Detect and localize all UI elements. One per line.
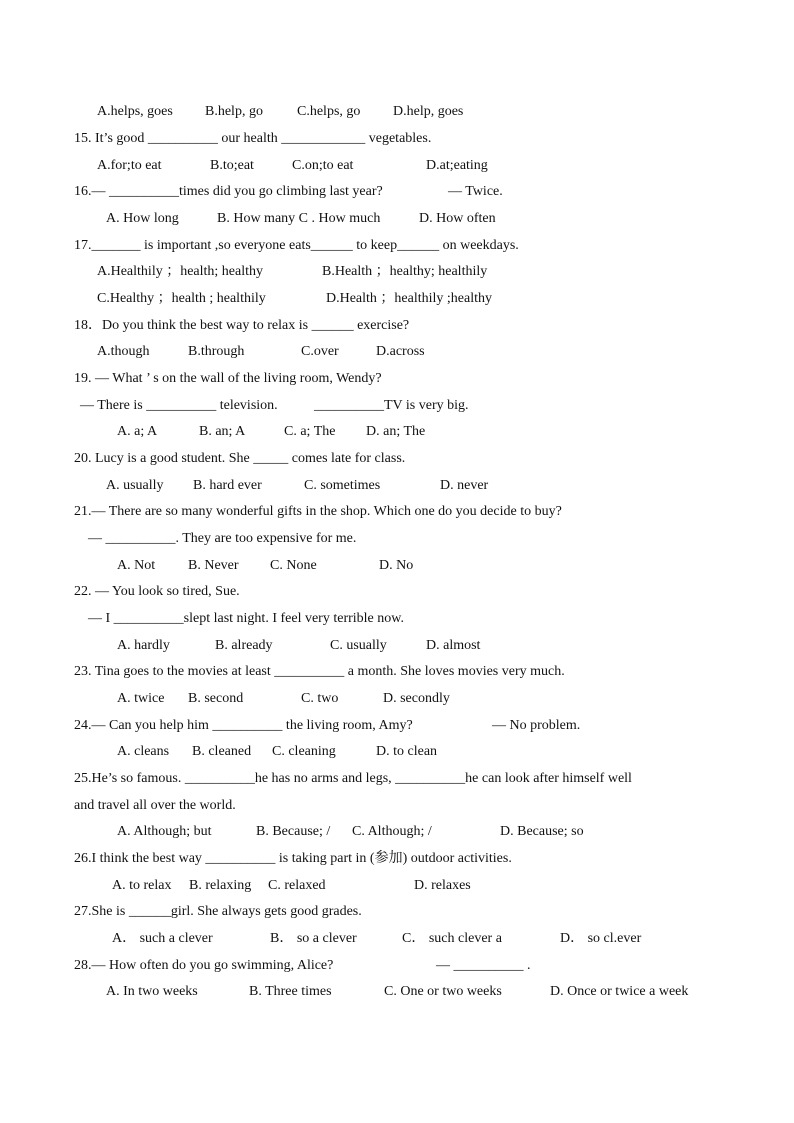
- q17-stem: [0, 236, 794, 256]
- q26-option-b: B. relaxing: [189, 878, 252, 893]
- q22-options: [0, 636, 794, 656]
- q20-option-b: B. hard ever: [193, 478, 262, 493]
- q20-options: [0, 476, 794, 496]
- q25-options: [0, 822, 794, 842]
- q16-options: [0, 209, 794, 229]
- q19-option-a: A. a; A: [117, 424, 158, 439]
- q19-option-c: C. a; The: [284, 424, 336, 439]
- q16-stem-text: 16.— __________times did you go climbing last year?: [74, 184, 383, 199]
- q16-option-b-c: B. How many C . How much: [217, 211, 381, 226]
- q24-stem: [0, 716, 794, 736]
- q24-option-b: B. cleaned: [192, 744, 252, 759]
- q15-option-c: C.on;to eat: [292, 158, 354, 173]
- q19-option-b: B. an; A: [199, 424, 246, 439]
- q20-stem-text: 20. Lucy is a good student. She _____ comes late for class.: [74, 451, 406, 466]
- q23-stem-text: 23. Tina goes to the movies at least __________ a month. She loves movies very much.: [74, 664, 565, 679]
- q21-option-a: A. Not: [117, 558, 156, 573]
- q22-option-a: A. hardly: [117, 638, 170, 653]
- q17-option-d: D.Health ；healthily ;healthy: [326, 291, 493, 306]
- q28-options: [0, 982, 794, 1002]
- q21-answer-text: — __________. They are too expensive for me.: [88, 531, 357, 546]
- q21-stem-text: 21.— There are so many wonderful gifts in the shop. Which one do you decide to buy?: [74, 504, 562, 519]
- q26-stem: [0, 849, 794, 869]
- q15-stem: [0, 129, 794, 149]
- q20-option-a: A. usually: [106, 478, 164, 493]
- q20-option-c: C. sometimes: [304, 478, 381, 493]
- q27-options: [0, 929, 794, 949]
- q26-option-d: D. relaxes: [414, 878, 471, 893]
- q15-option-b: B.to;eat: [210, 158, 254, 173]
- q26-option-c: C. relaxed: [268, 878, 326, 893]
- q14-option-a: A.helps, goes: [97, 104, 173, 119]
- q25-stem-continued: [0, 796, 794, 816]
- q19-answer-a: — There is __________ television.: [80, 398, 278, 413]
- q25-stem: [0, 769, 794, 789]
- q14-options: [0, 102, 794, 122]
- q18-stem: [0, 316, 794, 336]
- q26-options: [0, 876, 794, 896]
- q22-answer-text: — I __________slept last night. I feel very terrible now.: [88, 611, 404, 626]
- q21-option-b: B. Never: [188, 558, 239, 573]
- q21-stem: [0, 502, 794, 522]
- q21-option-d: D. No: [379, 558, 414, 573]
- q14-option-d: D.help, goes: [393, 104, 464, 119]
- q27-option-d: D． so cl.ever: [560, 931, 642, 946]
- q17-option-a: A.Healthily ；health; healthy: [97, 264, 264, 279]
- q17-option-b: B.Health ；healthy; healthily: [322, 264, 488, 279]
- q24-options: [0, 742, 794, 762]
- q19-answer-b: __________TV is very big.: [314, 398, 469, 413]
- q17-option-c: C.Healthy ；health ; healthily: [97, 291, 266, 306]
- q15-stem-text: 15. It’s good __________ our health ____________ vegetables.: [74, 131, 432, 146]
- q21-options: [0, 556, 794, 576]
- q15-option-a: A.for;to eat: [97, 158, 162, 173]
- q28-option-c: C. One or two weeks: [384, 984, 502, 999]
- q19-option-d: D. an; The: [366, 424, 426, 439]
- q27-option-c: C． such clever a: [402, 931, 502, 946]
- q19-stem-text: 19. — What ’ s on the wall of the living room, Wendy?: [74, 371, 382, 386]
- q22-stem: [0, 582, 794, 602]
- q28-option-d: D. Once or twice a week: [550, 984, 689, 999]
- q19-stem: [0, 369, 794, 389]
- q27-stem-text: 27.She is ______girl. She always gets good grades.: [74, 904, 362, 919]
- q22-answer: [0, 609, 794, 629]
- q20-stem: [0, 449, 794, 469]
- q19-answer: [0, 396, 794, 416]
- q28-option-a: A. In two weeks: [106, 984, 198, 999]
- q21-answer: [0, 529, 794, 549]
- q23-stem: [0, 662, 794, 682]
- q26-stem-text: 26.I think the best way __________ is taking part in (参加) outdoor activities.: [74, 851, 512, 866]
- q23-option-b: B. second: [188, 691, 244, 706]
- q22-option-b: B. already: [215, 638, 273, 653]
- q24-answer: — No problem.: [492, 718, 581, 733]
- q24-option-d: D. to clean: [376, 744, 438, 759]
- q14-option-b: B.help, go: [205, 104, 263, 119]
- q18-option-b: B.through: [188, 344, 245, 359]
- q23-option-a: A. twice: [117, 691, 165, 706]
- q16-answer: — Twice.: [448, 184, 503, 199]
- q28-option-b: B. Three times: [249, 984, 332, 999]
- q24-option-a: A. cleans: [117, 744, 170, 759]
- q15-options: [0, 156, 794, 176]
- q18-option-c: C.over: [301, 344, 339, 359]
- q28-stem-text: 28.— How often do you go swimming, Alice?: [74, 958, 334, 973]
- q28-answer: — __________ .: [436, 958, 531, 973]
- q17-stem-text: 17._______ is important ,so everyone eats______ to keep______ on weekdays.: [74, 238, 519, 253]
- q25-stem-text: 25.He’s so famous. __________he has no arms and legs, __________he can look after himself well: [74, 771, 632, 786]
- q28-stem: [0, 956, 794, 976]
- q17-options-cd: [0, 289, 794, 309]
- q16-stem: [0, 182, 794, 202]
- q16-option-d: D. How often: [419, 211, 496, 226]
- q25-option-a: A. Although; but: [117, 824, 212, 839]
- q23-option-d: D. secondly: [383, 691, 450, 706]
- q27-option-a: A． such a clever: [112, 931, 213, 946]
- q23-option-c: C. two: [301, 691, 339, 706]
- q15-option-d: D.at;eating: [426, 158, 488, 173]
- q25-option-b: B. Because; /: [256, 824, 331, 839]
- q22-stem-text: 22. — You look so tired, Sue.: [74, 584, 240, 599]
- q22-option-d: D. almost: [426, 638, 481, 653]
- q24-option-c: C. cleaning: [272, 744, 336, 759]
- q27-stem: [0, 902, 794, 922]
- q25-option-c: C. Although; /: [352, 824, 432, 839]
- q18-stem-text: 18．Do you think the best way to relax is ______ exercise?: [74, 318, 410, 333]
- q25-stem-cont-text: and travel all over the world.: [74, 798, 236, 813]
- q18-option-a: A.though: [97, 344, 150, 359]
- q19-options: [0, 422, 794, 442]
- q24-stem-text: 24.— Can you help him __________ the living room, Amy?: [74, 718, 413, 733]
- q27-option-b: B． so a clever: [270, 931, 357, 946]
- q17-options-ab: [0, 262, 794, 282]
- q20-option-d: D. never: [440, 478, 489, 493]
- q18-options: [0, 342, 794, 362]
- q23-options: [0, 689, 794, 709]
- q16-option-a: A. How long: [106, 211, 179, 226]
- q21-option-c: C. None: [270, 558, 317, 573]
- q26-option-a: A. to relax: [112, 878, 172, 893]
- q14-option-c: C.helps, go: [297, 104, 361, 119]
- q25-option-d: D. Because; so: [500, 824, 584, 839]
- q22-option-c: C. usually: [330, 638, 387, 653]
- q18-option-d: D.across: [376, 344, 425, 359]
